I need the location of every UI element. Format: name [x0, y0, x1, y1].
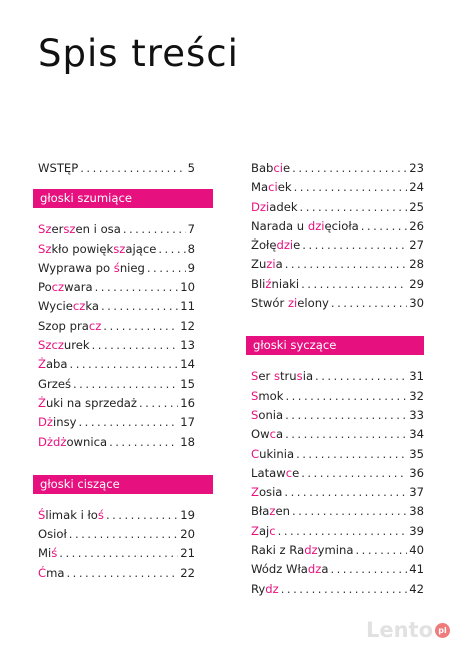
entry-title [251, 159, 290, 178]
dot-leader [69, 525, 178, 544]
dot-leader [70, 355, 179, 374]
title-text: en [275, 504, 290, 519]
entry-title [38, 525, 67, 544]
entry-title [251, 483, 282, 502]
entry-title [251, 445, 294, 464]
toc-entry [33, 544, 213, 563]
title-text: nieg [119, 260, 145, 275]
entry-title [251, 464, 299, 483]
title-text: ymina [317, 543, 354, 558]
toc-entry [246, 445, 424, 464]
dot-leader [67, 564, 179, 583]
title-text: Po [38, 280, 52, 295]
title-text: ia [302, 369, 314, 384]
title-text: elony [297, 296, 329, 311]
toc-entry [33, 355, 213, 374]
highlighted-letters: cz [72, 299, 86, 314]
entry-title [38, 297, 99, 316]
watermark-logo [366, 618, 450, 642]
title-text: Grześ [38, 376, 72, 391]
title-text: ające [125, 241, 157, 256]
title-text: Mi [38, 546, 52, 561]
toc-entry [33, 259, 213, 278]
entry-title [38, 159, 78, 178]
page-number: 23 [409, 161, 424, 175]
title-text: Wódz Wła [251, 562, 308, 577]
title-text: Stwór [251, 296, 288, 311]
dot-leader [292, 159, 407, 178]
ciszace-list [33, 506, 213, 583]
title-text: Bła [251, 504, 270, 519]
page-number: 21 [180, 546, 195, 561]
title-text: Ow [251, 427, 270, 442]
dot-leader [101, 297, 178, 316]
toc-entry [246, 294, 424, 313]
toc-entry [246, 464, 424, 483]
title-text: ownica [66, 434, 108, 449]
dot-leader [80, 159, 185, 178]
title-text: Zu [251, 257, 267, 272]
entry-title [251, 387, 283, 406]
highlighted-letters: Sz [38, 241, 52, 256]
entry-title [38, 240, 156, 259]
entry-title [251, 217, 359, 236]
highlighted-letters: s [296, 369, 303, 384]
page-number: 29 [409, 276, 424, 291]
title-text: onia [258, 407, 284, 422]
dot-leader [95, 278, 179, 297]
entry-title [38, 433, 107, 452]
highlighted-letters: cz [51, 280, 65, 295]
title-text: e [283, 161, 291, 175]
page-number: 41 [409, 562, 424, 577]
title-text: a [275, 427, 284, 442]
toc-entry [246, 159, 424, 178]
syczace-list [246, 367, 424, 599]
highlighted-letters: s [273, 369, 280, 384]
highlighted-letters: zi [266, 257, 276, 272]
entry-title [38, 413, 77, 432]
highlighted-letters: ś [113, 260, 120, 275]
entry-title [38, 506, 104, 525]
highlighted-letters: Ż [38, 357, 46, 372]
highlighted-letters: Ż [38, 395, 46, 410]
page-number: 40 [409, 543, 424, 558]
dot-leader [109, 433, 178, 452]
entry-title [38, 375, 71, 394]
highlighted-letters: ci [268, 180, 278, 195]
page-number: 15 [180, 376, 195, 391]
title-text: a [321, 562, 329, 577]
entry-title [38, 355, 68, 374]
page-number: 10 [180, 280, 195, 295]
page-number: 11 [180, 299, 195, 314]
dot-leader [59, 544, 178, 563]
title-text: en i osa [75, 222, 121, 237]
entry-title [251, 541, 354, 560]
page-number: 27 [409, 238, 424, 253]
page-number: 5 [187, 161, 195, 175]
toc-entry [33, 317, 213, 336]
highlighted-letters: cz [88, 318, 102, 333]
title-text: osia [258, 485, 283, 500]
highlighted-letters: dz [304, 543, 318, 558]
page-number: 37 [409, 485, 424, 500]
entry-title [38, 278, 93, 297]
title-text: Osio [38, 527, 64, 542]
section-header-ciszace: głoski ciszące [33, 475, 213, 494]
dot-leader [361, 217, 407, 236]
title-text: Wycie [38, 299, 73, 314]
page-number: 19 [180, 507, 195, 522]
dot-leader [331, 294, 407, 313]
toc-entry [33, 159, 213, 178]
title-text: ek [277, 180, 292, 195]
title-text: adek [269, 199, 298, 214]
title-text: kło powięk [51, 241, 114, 256]
entry-title [38, 220, 121, 239]
title-text: e [292, 465, 300, 480]
highlighted-letters: Dżdż [38, 434, 67, 449]
page-number: 13 [180, 338, 195, 353]
highlighted-letters: c [269, 523, 276, 538]
title-text: limak i ło [45, 507, 98, 522]
highlighted-letters: dzi [276, 238, 294, 253]
page-number: 38 [409, 504, 424, 519]
title-text: er [258, 369, 274, 384]
toc-entry [246, 367, 424, 386]
page-number: 12 [180, 318, 195, 333]
dot-leader [296, 445, 407, 464]
highlighted-letters: Dzi [251, 199, 270, 214]
title-text: Bli [251, 276, 266, 291]
toc-entry [33, 278, 213, 297]
toc-entry [33, 336, 213, 355]
watermark-badge: pl [435, 623, 450, 638]
page-number: 33 [409, 407, 424, 422]
title-text: wara [64, 280, 93, 295]
highlighted-letters: z [269, 504, 276, 519]
page-number: 14 [180, 357, 195, 372]
dot-leader [106, 506, 178, 525]
title-text: Lataw [251, 465, 286, 480]
page-number: 18 [180, 434, 195, 449]
toc-entry [33, 564, 213, 583]
page-number: 20 [180, 527, 195, 542]
highlighted-letters: sz [113, 241, 126, 256]
toc-entry [33, 413, 213, 432]
toc-entry [33, 506, 213, 525]
toc-entry [246, 541, 424, 560]
highlighted-letters: S [251, 407, 259, 422]
page-number: 7 [187, 222, 195, 237]
intro-list [33, 159, 213, 178]
title-text: tru [280, 369, 297, 384]
toc-entry [246, 580, 424, 599]
toc-entry [246, 387, 424, 406]
toc-entry [33, 394, 213, 413]
toc-entry [246, 275, 424, 294]
highlighted-letters: c [269, 427, 276, 442]
entry-title [251, 367, 313, 386]
toc-entry [246, 502, 424, 521]
dot-leader [292, 502, 407, 521]
page-number: 9 [187, 260, 195, 275]
toc-entry [246, 178, 424, 197]
dot-leader [294, 178, 408, 197]
toc-entry [246, 217, 424, 236]
title-text: Raki z Ra [251, 543, 305, 558]
title-text: mok [258, 388, 284, 403]
toc-entry [33, 375, 213, 394]
dot-leader [278, 522, 408, 541]
highlighted-letters: c [285, 465, 293, 480]
dot-leader [139, 394, 178, 413]
dot-leader [285, 406, 407, 425]
toc-entry [246, 255, 424, 274]
page-number: 17 [180, 415, 195, 430]
toc-left-column [33, 159, 213, 583]
entry-title [251, 294, 329, 313]
highlighted-letters: Z [251, 523, 259, 538]
page-number: 34 [409, 427, 424, 442]
entry-title [251, 198, 298, 217]
highlighted-letters: ci [273, 161, 284, 175]
entry-title [38, 544, 57, 563]
title-text: ma [46, 565, 65, 580]
entry-title [251, 580, 279, 599]
dot-leader [123, 220, 186, 239]
page-number: 32 [409, 388, 424, 403]
highlighted-letters: Ś [38, 507, 46, 522]
title-text: WSTĘP [38, 161, 79, 175]
toc-entry [33, 525, 213, 544]
toc-entry [246, 406, 424, 425]
dot-leader [356, 541, 408, 560]
page-number: 22 [180, 565, 195, 580]
entry-title [38, 564, 65, 583]
highlighted-letters: ś [97, 507, 104, 522]
entry-title [38, 336, 90, 355]
toc-right-column [246, 159, 424, 599]
dot-leader [285, 425, 407, 444]
title-text: Ma [251, 180, 269, 195]
title-text: uki na sprzedaż [45, 395, 137, 410]
page-number: 36 [409, 465, 424, 480]
page-number: 28 [409, 257, 424, 272]
title-text: Wyprawa po [38, 260, 114, 275]
title-text: a [275, 257, 283, 272]
highlighted-letters: S [251, 388, 259, 403]
entry-title [251, 560, 328, 579]
dot-leader [285, 387, 407, 406]
page-number: 26 [409, 218, 424, 233]
dot-leader [284, 483, 407, 502]
szumiace-list [33, 220, 213, 452]
page-number: 16 [180, 395, 195, 410]
dot-leader [92, 336, 179, 355]
entry-title [38, 259, 145, 278]
toc-entry [33, 220, 213, 239]
page-title: Spis treści [38, 32, 239, 75]
highlighted-letters: dz [265, 581, 279, 596]
entry-title [251, 502, 290, 521]
highlighted-letters: dzi [307, 218, 325, 233]
highlighted-letters: Z [251, 485, 259, 500]
page-number: 25 [409, 199, 424, 214]
dot-leader [330, 560, 407, 579]
dot-leader [315, 367, 407, 386]
highlighted-letters: zi [287, 296, 298, 311]
highlighted-letters: S [251, 369, 259, 384]
dot-leader [73, 375, 178, 394]
highlighted-letters: C [251, 446, 260, 461]
title-text: ęcioła [324, 218, 359, 233]
title-text: e [293, 238, 301, 253]
page-number: 8 [187, 241, 195, 256]
highlighted-letters: sz [63, 222, 76, 237]
entry-title [251, 178, 292, 197]
dot-leader [281, 580, 407, 599]
page-number: 39 [409, 523, 424, 538]
toc-entry [246, 483, 424, 502]
page-number: 35 [409, 446, 424, 461]
title-text: Bab [251, 161, 274, 175]
toc-entry [33, 433, 213, 452]
title-text: niaki [271, 276, 300, 291]
title-text: ł [63, 527, 67, 542]
entry-title [38, 394, 137, 413]
title-text: Ry [251, 581, 266, 596]
page-number: 24 [409, 180, 424, 195]
entry-title [251, 236, 300, 255]
dot-leader [301, 464, 407, 483]
title-text: ukinia [259, 446, 295, 461]
title-text: Szop pra [38, 318, 89, 333]
dot-leader [158, 240, 185, 259]
entry-title [251, 406, 283, 425]
entry-title [251, 522, 276, 541]
title-text: Żołę [251, 238, 277, 253]
title-text: urek [63, 338, 90, 353]
highlighted-letters: Sz [38, 222, 52, 237]
entry-title [251, 255, 283, 274]
title-text: aba [45, 357, 68, 372]
page-number: 42 [409, 581, 424, 596]
dot-leader [285, 255, 408, 274]
page-number: 31 [409, 369, 424, 384]
section-header-szumiace: głoski szumiące [33, 189, 213, 208]
toc-entry [246, 560, 424, 579]
toc-entry [33, 297, 213, 316]
entry-title [38, 317, 101, 336]
toc-entry [246, 425, 424, 444]
highlighted-letters: Ć [38, 565, 47, 580]
title-text: Narada u [251, 218, 308, 233]
highlighted-letters: dz [307, 562, 322, 577]
section-header-syczace: głoski syczące [246, 336, 424, 355]
dot-leader [147, 259, 186, 278]
highlighted-letters: ź [265, 276, 272, 291]
entry-title [251, 425, 283, 444]
toc-entry [246, 236, 424, 255]
ciszace-continued-list [246, 159, 424, 313]
title-text: ka [85, 299, 99, 314]
dot-leader [302, 236, 407, 255]
dot-leader [79, 413, 179, 432]
toc-entry [246, 522, 424, 541]
highlighted-letters: Szcz [38, 338, 64, 353]
dot-leader [103, 317, 178, 336]
highlighted-letters: Dż [38, 415, 54, 430]
toc-entry [246, 198, 424, 217]
highlighted-letters: ś [51, 546, 58, 561]
title-text: aj [258, 523, 270, 538]
title-text: er [51, 222, 64, 237]
dot-leader [301, 275, 407, 294]
toc-entry [33, 240, 213, 259]
watermark-text: Lento [365, 618, 433, 642]
entry-title [251, 275, 299, 294]
dot-leader [300, 198, 408, 217]
title-text: insy [53, 415, 77, 430]
page-number: 30 [409, 296, 424, 311]
